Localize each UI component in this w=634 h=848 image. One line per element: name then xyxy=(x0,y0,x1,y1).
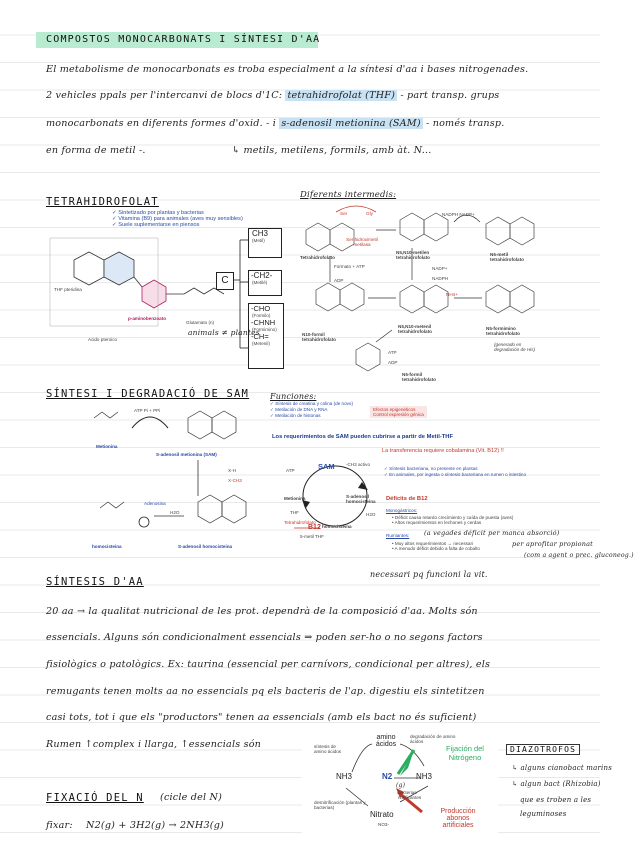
thf-bullet-2: ✓ Vitamina (B9) para animales (aves muy sensibles) xyxy=(112,216,243,222)
nh3-left-label: NH3 xyxy=(336,772,353,781)
fijacion-label: Fijación del Nitrógeno xyxy=(446,744,484,762)
cycle-sah-label: S-adenosil homocisteina xyxy=(346,494,376,504)
methyl-box: CH3 (Metil) xyxy=(248,228,282,258)
n5-metil-label: N5-metil tetrahidrofolato xyxy=(490,252,524,262)
cycle-thf-label: THF xyxy=(290,510,299,515)
b12-bullets xyxy=(384,466,544,478)
nadph2-label: NADPH xyxy=(432,276,449,281)
aminoacidos-label: amino ácidos xyxy=(375,734,397,748)
pteridine-ring-b xyxy=(104,252,134,285)
cycle-atp-label: ATP xyxy=(286,468,295,473)
mono-bullet-1: • Déficit causa retardo crecimiento y caída de puesta (aves) xyxy=(392,515,514,520)
animals-plants-note: animals ≠ plantes xyxy=(188,328,260,337)
n5n10-metenil-label: N5,N10-metenil tetrahidrofolato xyxy=(398,324,432,334)
degradacion-label: degradación de amino ácidos xyxy=(410,734,456,744)
cycle-metionina-label: Metionina xyxy=(284,496,306,501)
nh3-right-label: NH3 xyxy=(416,772,433,781)
benzoate-ring xyxy=(142,280,166,308)
thf-label: Tetrahidrofolato xyxy=(300,255,335,260)
atp2-label: ATP xyxy=(388,350,397,355)
adp-label: ADP xyxy=(334,278,344,283)
intro-line-4b: ↳ metils, metilens, formils, amb àt. N... xyxy=(232,145,432,156)
thf-section-title: TETRAHIDROFOLAT xyxy=(46,196,159,208)
cycle-homocisteina-label: homocisteina xyxy=(322,524,352,529)
methylene-box: -CH2- (Metilè) xyxy=(248,270,282,296)
sam-section-title: SÍNTESI I DEGRADACIÓ DE SAM xyxy=(46,388,250,400)
formato-label: Formato + ATP xyxy=(334,264,365,269)
nitrato-label: Nitrato xyxy=(370,810,394,819)
mono-bullet-2: • Altos requerimientos en lechones y cerdas xyxy=(392,520,482,525)
glutamato-label: Glutamato (n) xyxy=(186,320,215,325)
funciones-title: Funciones: xyxy=(270,392,317,401)
rumiantes-label: Rumiantes: xyxy=(386,533,410,538)
xch3-label: X-CH3 xyxy=(228,478,242,483)
pteridine-ring-a xyxy=(74,252,104,285)
diazotrofos-line-3: que es troben a les xyxy=(520,796,592,804)
intermedis-title: Diferents intermedis: xyxy=(300,190,397,200)
carbon-box: C xyxy=(216,272,234,290)
deficits-title: Déficits de B12 xyxy=(386,496,428,502)
gas-label: (g) xyxy=(396,782,406,789)
cycle-h2o-label: H2O xyxy=(366,512,376,517)
diazotrofos-line-4: leguminoses xyxy=(520,810,567,818)
sah-label: S-adenosil homocisteina xyxy=(178,544,233,549)
cycle-tetrahidrofolato-label: Tetrahidrofolato xyxy=(284,520,316,525)
mono-bullets xyxy=(392,515,542,525)
sintesis-line-6: Rumen ↑complex i llarga, ↑essencials són xyxy=(46,739,262,750)
produccion-label: Producción abonos artificiales xyxy=(440,808,476,829)
sintesis-line-1: 20 aa → la qualitat nutricional de les prot. dependrà de la composició d'aa. Molts són xyxy=(46,606,478,617)
adp2-label: ADP xyxy=(388,360,398,365)
efectos-box: Efectos epigenéticos Control expresión génica xyxy=(370,406,427,418)
pteridina-label: THF pteridina xyxy=(54,287,82,292)
sintesis-line-4: remugants tenen molts aa no essencials pq els bacteris de l'ap. digestiu els sintetitzen xyxy=(46,686,485,697)
cycle-sam-label: SAM xyxy=(318,462,335,471)
requerimientos-text: Los requerimientos de SAM pueden cubrirse a partir de Metil-THF xyxy=(272,434,454,440)
hand-note-2: (com a agent o prec. gluconeog.) xyxy=(524,552,634,559)
shmt-label: Ser hidroximetil metilasa xyxy=(346,237,378,247)
fixacio-equation: N2(g) + 3H2(g) → 2NH3(g) xyxy=(86,820,224,831)
xh-label: X-H xyxy=(228,468,236,473)
intro-line-3: monocarbonats en diferents formes d'oxid. - i s-adenosil metionina (SAM) - només transp. xyxy=(46,118,505,129)
thf-bullet-1: ✓ Sintetizado por plantas y bacterias xyxy=(112,210,204,216)
cycle-b12-label: B12 xyxy=(308,524,321,531)
nadph-label: NADPH NADP+ xyxy=(442,212,475,217)
thf-highlight: tetrahidrofolat (THF) xyxy=(287,90,396,101)
funcion-3: ✓ Metilación de histonas xyxy=(270,413,321,418)
rumi-bullet-1: • Muy altos requerimientos → necessari xyxy=(392,541,474,546)
fixacio-note: (cicle del N) xyxy=(160,792,223,803)
hand-note-1: per aprofitar propionat xyxy=(512,540,593,548)
gly-label: Gly xyxy=(366,211,373,216)
thf-bullet-3: ✓ Suele suplementarse en piensos xyxy=(112,222,200,228)
sintesis-aa-label: síntesis de amino ácidos xyxy=(314,744,342,754)
cycle-metilthf-label: 5-metil THF xyxy=(300,534,324,539)
b12-bullet-1: ✓ Síntesis bacteriana, no presente en plantas xyxy=(384,466,478,471)
fixacio-label: fixar: xyxy=(46,820,73,831)
sam-label: S-adenosil metionina (SAM) xyxy=(156,452,217,457)
homocisteina-label: homocisteina xyxy=(92,544,122,549)
n5-formil-label: N5-formil tetrahidrofolato xyxy=(402,372,436,382)
fixacio-title: FIXACIÓ DEL N xyxy=(46,792,144,804)
metionina-label: Metionina xyxy=(96,444,118,449)
nh4-label: NH4+ xyxy=(446,292,458,297)
h2o-label: H2O xyxy=(170,510,180,515)
funcion-1: ✓ Síntesis de creatina y colina (de novo) xyxy=(270,401,354,406)
sintesis-line-5: casi tots, tot i que els "productors" tenen aa essencials (amb els bact no és suficient) xyxy=(46,712,477,723)
desnitrificacion-label: desnitrificación (plantas y bacterias) xyxy=(314,800,366,810)
monogastricos-label: Monogástricos: xyxy=(386,508,418,513)
diazotrofos-line-1: ↳ alguns cianobact marins xyxy=(512,764,612,772)
n5n10-metilen-label: N5,N10-metilen tetrahidrofolato xyxy=(396,250,430,260)
cobalt-note: necessari pq funcioni la vit. xyxy=(370,570,488,579)
rumi-bullets xyxy=(392,541,522,551)
bacterias-label: bacterias nitrificantes xyxy=(398,790,422,800)
intro-line-2: 2 vehicles ppals per l'intercanvi de blocs d'1C: tetrahidrofolat (THF) - part transp. grups xyxy=(46,90,500,101)
atp-ppi-label: ATP Pi + PPi xyxy=(134,408,161,413)
rumi-bullet-2: • A menudo déficit debido a falta de cobalto xyxy=(392,546,480,551)
no3-label: NO3- xyxy=(378,822,389,827)
intro-line-1: El metabolisme de monocarbonats es troba especialment a la síntesi d'aa i bases nitrogenades. xyxy=(46,64,529,75)
sintesis-line-3: fisiològics o patològics. Ex: taurina (essencial per carnívors, condicional per altres), els xyxy=(46,659,491,670)
sam-highlight: s-adenosil metionina (SAM) xyxy=(281,118,421,129)
sintesis-line-2: essencials. Alguns són condicionalment essencials ⇒ poden ser-ho o no segons factors xyxy=(46,632,483,643)
thf-interconversion-diagram xyxy=(296,200,592,386)
intro-line-4a: en forma de metil -. xyxy=(46,145,146,156)
acido-pteroico-label: Acido pteroico xyxy=(88,337,118,342)
adenosina-label: Adenosina xyxy=(144,501,166,506)
formyl-group-box: -CHO (Formilo) -CHNH (Formimino) -CH= (Metenil) xyxy=(248,303,284,369)
n2-label: N2 xyxy=(382,772,393,781)
page-title: COMPOSTOS MONOCARBONATS I SÍNTESI D'AA xyxy=(46,34,321,45)
cycle-ch3-label: -CH3 activo xyxy=(346,462,370,467)
n10-formil-label: N10-formil tetrahidrofolato xyxy=(302,332,336,342)
b12-note: La transferencia requiere cobalamina (Vit. B12) !! xyxy=(382,448,504,454)
ser-label: Ser xyxy=(340,211,348,216)
sintesis-section-title: SÍNTESIS D'AA xyxy=(46,576,144,588)
nadp2-label: NADP+ xyxy=(432,266,448,271)
funcion-2: ✓ Metilación de DNA y RNA xyxy=(270,407,328,412)
pab-label: p-aminobenzoato xyxy=(128,316,167,321)
rumiantes-note: (a vegades déficit per manca absorció) xyxy=(424,529,560,537)
n5-formimino-label: N5-formimino tetrahidrofolato xyxy=(486,326,520,336)
formimino-note: (generado en degradación de His) xyxy=(494,342,536,352)
b12-bullet-2: ✓ En animales, por ingesta o síntesis bacteriana en rumen o intestino xyxy=(384,472,527,477)
diazotrofos-line-2: ↳ algun bact (Rhizobia) xyxy=(512,780,601,788)
diazotrofos-title: DIAZOTROFOS xyxy=(506,744,580,755)
